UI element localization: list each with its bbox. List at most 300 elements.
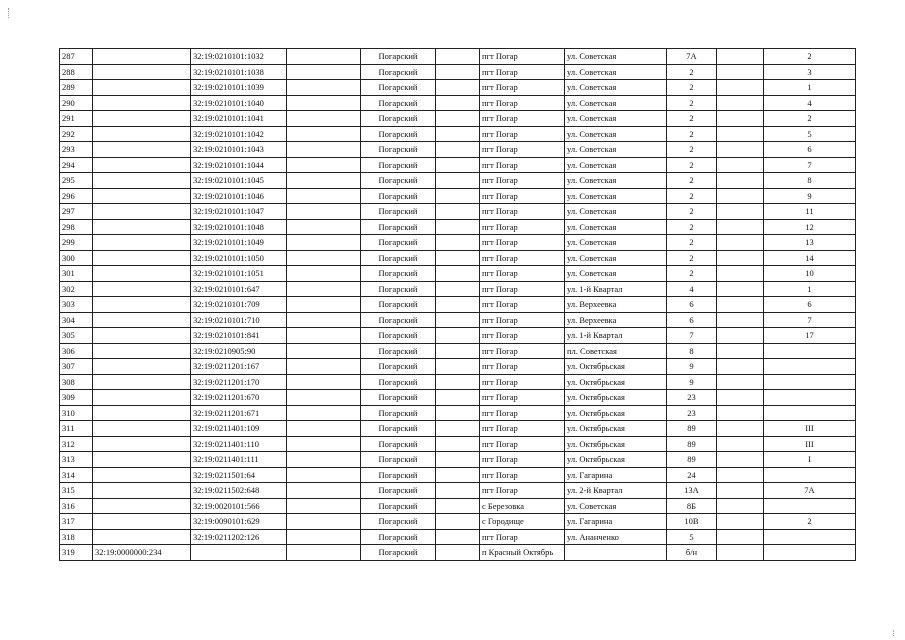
empty-cell [717,157,764,173]
cadastral-number: 32:19:0210905:90 [191,343,287,359]
locality: пгт Погар [480,188,565,204]
empty-cell [436,157,480,173]
street: ул. Октябрьская [565,421,667,437]
apartment-number: 17 [764,328,856,344]
cadastral-number: 32:19:0210101:1049 [191,235,287,251]
street: ул. Советская [565,498,667,514]
row-number: 306 [60,343,93,359]
street: ул. Верхеевка [565,297,667,313]
empty-cell [717,498,764,514]
district: Погарский [361,390,436,406]
cadastral-number: 32:19:0211201:170 [191,374,287,390]
house-number: 7А [667,49,717,65]
old-cadastral-number [93,421,191,437]
table-row [60,529,856,545]
row-number: 290 [60,95,93,111]
empty-cell [436,250,480,266]
apartment-number: III [764,436,856,452]
cadastral-number: 32:19:0211401:110 [191,436,287,452]
district: Погарский [361,297,436,313]
house-number: 24 [667,467,717,483]
row-number: 289 [60,80,93,96]
district: Погарский [361,514,436,530]
house-number: 9 [667,359,717,375]
locality: пгт Погар [480,421,565,437]
apartment-number: 3 [764,64,856,80]
house-number: 2 [667,235,717,251]
cadastral-number: 32:19:0211401:111 [191,452,287,468]
house-number: 5 [667,529,717,545]
row-number: 315 [60,483,93,499]
table-row [60,328,856,344]
house-number: 2 [667,64,717,80]
street: ул. Гагарина [565,467,667,483]
table-row [60,250,856,266]
empty-cell [717,49,764,65]
apartment-number: 11 [764,204,856,220]
empty-cell [287,95,361,111]
old-cadastral-number [93,173,191,189]
empty-cell [287,188,361,204]
empty-cell [287,405,361,421]
apartment-number: III [764,421,856,437]
empty-cell [717,312,764,328]
empty-cell [717,483,764,499]
row-number: 291 [60,111,93,127]
locality: пгт Погар [480,405,565,421]
house-number: 2 [667,80,717,96]
house-number: 8 [667,343,717,359]
empty-cell [436,188,480,204]
street: ул. Советская [565,250,667,266]
empty-cell [436,374,480,390]
locality: пгт Погар [480,173,565,189]
apartment-number: 8 [764,173,856,189]
row-number: 312 [60,436,93,452]
district: Погарский [361,467,436,483]
house-number: 8Б [667,498,717,514]
empty-cell [436,421,480,437]
table-row [60,219,856,235]
empty-cell [717,173,764,189]
empty-cell [287,80,361,96]
apartment-number: 7 [764,157,856,173]
table-row [60,142,856,158]
empty-cell [436,111,480,127]
street: ул. Октябрьская [565,452,667,468]
old-cadastral-number [93,235,191,251]
district: Погарский [361,126,436,142]
street: ул. 1-й Квартал [565,328,667,344]
empty-cell [287,374,361,390]
apartment-number: 2 [764,49,856,65]
locality: пгт Погар [480,157,565,173]
district: Погарский [361,95,436,111]
row-number: 303 [60,297,93,313]
row-number: 305 [60,328,93,344]
empty-cell [287,421,361,437]
row-number: 319 [60,545,93,561]
district: Погарский [361,219,436,235]
district: Погарский [361,452,436,468]
empty-cell [717,142,764,158]
locality: пгт Погар [480,436,565,452]
row-number: 296 [60,188,93,204]
street: ул. Советская [565,142,667,158]
row-number: 301 [60,266,93,282]
locality: пгт Погар [480,312,565,328]
scan-edge-mark-bottom [893,630,895,636]
cadastral-number: 32:19:0210101:1048 [191,219,287,235]
empty-cell [717,80,764,96]
property-register-table [59,48,856,561]
locality: пгт Погар [480,467,565,483]
apartment-number: 6 [764,297,856,313]
row-number: 318 [60,529,93,545]
old-cadastral-number [93,405,191,421]
district: Погарский [361,343,436,359]
empty-cell [717,421,764,437]
locality: пгт Погар [480,64,565,80]
cadastral-number: 32:19:0210101:1044 [191,157,287,173]
table-row [60,281,856,297]
empty-cell [436,219,480,235]
empty-cell [287,157,361,173]
empty-cell [287,483,361,499]
locality: пгт Погар [480,80,565,96]
empty-cell [287,328,361,344]
old-cadastral-number [93,328,191,344]
empty-cell [436,312,480,328]
row-number: 310 [60,405,93,421]
district: Погарский [361,188,436,204]
empty-cell [287,219,361,235]
empty-cell [287,343,361,359]
street: ул. Верхеевка [565,312,667,328]
table-row [60,545,856,561]
cadastral-number: 32:19:0211401:109 [191,421,287,437]
locality: пгт Погар [480,328,565,344]
district: Погарский [361,529,436,545]
table-row [60,126,856,142]
empty-cell [717,514,764,530]
empty-cell [717,111,764,127]
empty-cell [287,359,361,375]
empty-cell [287,235,361,251]
empty-cell [436,529,480,545]
table-row [60,436,856,452]
street: ул. Советская [565,126,667,142]
cadastral-number: 32:19:0211201:671 [191,405,287,421]
cadastral-number: 32:19:0211202:126 [191,529,287,545]
apartment-number [764,498,856,514]
row-number: 299 [60,235,93,251]
empty-cell [287,204,361,220]
street: ул. Ананченко [565,529,667,545]
cadastral-number [191,545,287,561]
house-number: 2 [667,266,717,282]
table-row [60,343,856,359]
apartment-number: 2 [764,111,856,127]
empty-cell [287,173,361,189]
row-number: 311 [60,421,93,437]
apartment-number: 9 [764,188,856,204]
street: ул. Октябрьская [565,390,667,406]
street: ул. Советская [565,95,667,111]
old-cadastral-number [93,498,191,514]
old-cadastral-number [93,204,191,220]
old-cadastral-number [93,266,191,282]
old-cadastral-number [93,64,191,80]
old-cadastral-number [93,49,191,65]
empty-cell [287,64,361,80]
table-row [60,359,856,375]
district: Погарский [361,266,436,282]
empty-cell [436,545,480,561]
empty-cell [287,498,361,514]
apartment-number [764,467,856,483]
street: ул. Октябрьская [565,374,667,390]
district: Погарский [361,204,436,220]
empty-cell [287,545,361,561]
empty-cell [436,452,480,468]
apartment-number [764,529,856,545]
empty-cell [436,328,480,344]
empty-cell [436,204,480,220]
table-row [60,312,856,328]
district: Погарский [361,359,436,375]
empty-cell [436,297,480,313]
empty-cell [287,126,361,142]
empty-cell [717,390,764,406]
empty-cell [287,390,361,406]
old-cadastral-number [93,359,191,375]
empty-cell [717,266,764,282]
cadastral-number: 32:19:0210101:1045 [191,173,287,189]
table-body [60,49,856,561]
empty-cell [287,49,361,65]
old-cadastral-number [93,188,191,204]
district: Погарский [361,374,436,390]
cadastral-number: 32:19:0210101:1040 [191,95,287,111]
old-cadastral-number [93,312,191,328]
street: ул. Советская [565,49,667,65]
locality: пгт Погар [480,126,565,142]
apartment-number: 4 [764,95,856,111]
table-row [60,421,856,437]
row-number: 293 [60,142,93,158]
empty-cell [287,514,361,530]
old-cadastral-number [93,390,191,406]
empty-cell [717,452,764,468]
street: ул. Советская [565,111,667,127]
cadastral-number: 32:19:0211502:648 [191,483,287,499]
cadastral-number: 32:19:0211201:167 [191,359,287,375]
cadastral-number: 32:19:0210101:709 [191,297,287,313]
street: ул. Гагарина [565,514,667,530]
street: пл. Советская [565,343,667,359]
empty-cell [436,359,480,375]
street: ул. Советская [565,188,667,204]
street: ул. Советская [565,235,667,251]
empty-cell [287,111,361,127]
locality: пгт Погар [480,49,565,65]
district: Погарский [361,250,436,266]
old-cadastral-number [93,142,191,158]
table-row [60,390,856,406]
cadastral-number: 32:19:0210101:1041 [191,111,287,127]
old-cadastral-number [93,374,191,390]
row-number: 316 [60,498,93,514]
scan-edge-mark [8,8,10,18]
empty-cell [436,514,480,530]
old-cadastral-number [93,281,191,297]
empty-cell [436,405,480,421]
empty-cell [717,188,764,204]
old-cadastral-number [93,219,191,235]
table-row [60,452,856,468]
locality: пгт Погар [480,281,565,297]
locality: с Березовка [480,498,565,514]
row-number: 302 [60,281,93,297]
empty-cell [287,250,361,266]
old-cadastral-number [93,529,191,545]
house-number: 2 [667,173,717,189]
locality: пгт Погар [480,390,565,406]
street: ул. Советская [565,80,667,96]
apartment-number: I [764,452,856,468]
empty-cell [287,266,361,282]
street [565,545,667,561]
old-cadastral-number [93,111,191,127]
old-cadastral-number [93,452,191,468]
empty-cell [436,281,480,297]
district: Погарский [361,328,436,344]
table-row [60,188,856,204]
district: Погарский [361,173,436,189]
house-number: 7 [667,328,717,344]
empty-cell [717,343,764,359]
empty-cell [717,405,764,421]
empty-cell [436,235,480,251]
old-cadastral-number [93,483,191,499]
apartment-number: 6 [764,142,856,158]
locality: пгт Погар [480,483,565,499]
old-cadastral-number [93,297,191,313]
old-cadastral-number [93,467,191,483]
street: ул. Советская [565,204,667,220]
district: Погарский [361,281,436,297]
apartment-number [764,343,856,359]
apartment-number: 2 [764,514,856,530]
row-number: 298 [60,219,93,235]
district: Погарский [361,235,436,251]
street: ул. 2-й Квартал [565,483,667,499]
empty-cell [287,452,361,468]
table-row [60,266,856,282]
empty-cell [717,297,764,313]
cadastral-number: 32:19:0210101:1047 [191,204,287,220]
empty-cell [436,49,480,65]
locality: пгт Погар [480,250,565,266]
row-number: 295 [60,173,93,189]
empty-cell [717,467,764,483]
table-row [60,235,856,251]
street: ул. Октябрьская [565,359,667,375]
apartment-number: 1 [764,281,856,297]
empty-cell [436,498,480,514]
district: Погарский [361,405,436,421]
row-number: 300 [60,250,93,266]
locality: п Красный Октябрь [480,545,565,561]
table-row [60,49,856,65]
empty-cell [717,374,764,390]
apartment-number: 1 [764,80,856,96]
empty-cell [436,436,480,452]
old-cadastral-number: 32:19:0000000:234 [93,545,191,561]
locality: пгт Погар [480,452,565,468]
locality: пгт Погар [480,95,565,111]
house-number: 2 [667,204,717,220]
house-number: 2 [667,219,717,235]
empty-cell [436,64,480,80]
cadastral-number: 32:19:0211501:64 [191,467,287,483]
locality: пгт Погар [480,142,565,158]
row-number: 287 [60,49,93,65]
house-number: 2 [667,250,717,266]
locality: пгт Погар [480,219,565,235]
apartment-number: 13 [764,235,856,251]
empty-cell [436,390,480,406]
row-number: 297 [60,204,93,220]
house-number: 6 [667,297,717,313]
house-number: 2 [667,188,717,204]
district: Погарский [361,483,436,499]
old-cadastral-number [93,157,191,173]
district: Погарский [361,545,436,561]
district: Погарский [361,312,436,328]
table-row [60,95,856,111]
house-number: 89 [667,436,717,452]
cadastral-number: 32:19:0210101:710 [191,312,287,328]
locality: пгт Погар [480,359,565,375]
house-number: 10В [667,514,717,530]
table-row [60,374,856,390]
row-number: 292 [60,126,93,142]
house-number: 9 [667,374,717,390]
empty-cell [436,126,480,142]
apartment-number [764,374,856,390]
table-row [60,157,856,173]
house-number: 2 [667,142,717,158]
district: Погарский [361,157,436,173]
street: ул. Советская [565,219,667,235]
locality: с Городище [480,514,565,530]
old-cadastral-number [93,80,191,96]
empty-cell [717,126,764,142]
empty-cell [287,529,361,545]
empty-cell [436,95,480,111]
table-row [60,297,856,313]
empty-cell [287,312,361,328]
old-cadastral-number [93,126,191,142]
apartment-number: 10 [764,266,856,282]
empty-cell [287,436,361,452]
house-number: 89 [667,421,717,437]
cadastral-number: 32:19:0090101:629 [191,514,287,530]
street: ул. Советская [565,173,667,189]
table-row [60,204,856,220]
